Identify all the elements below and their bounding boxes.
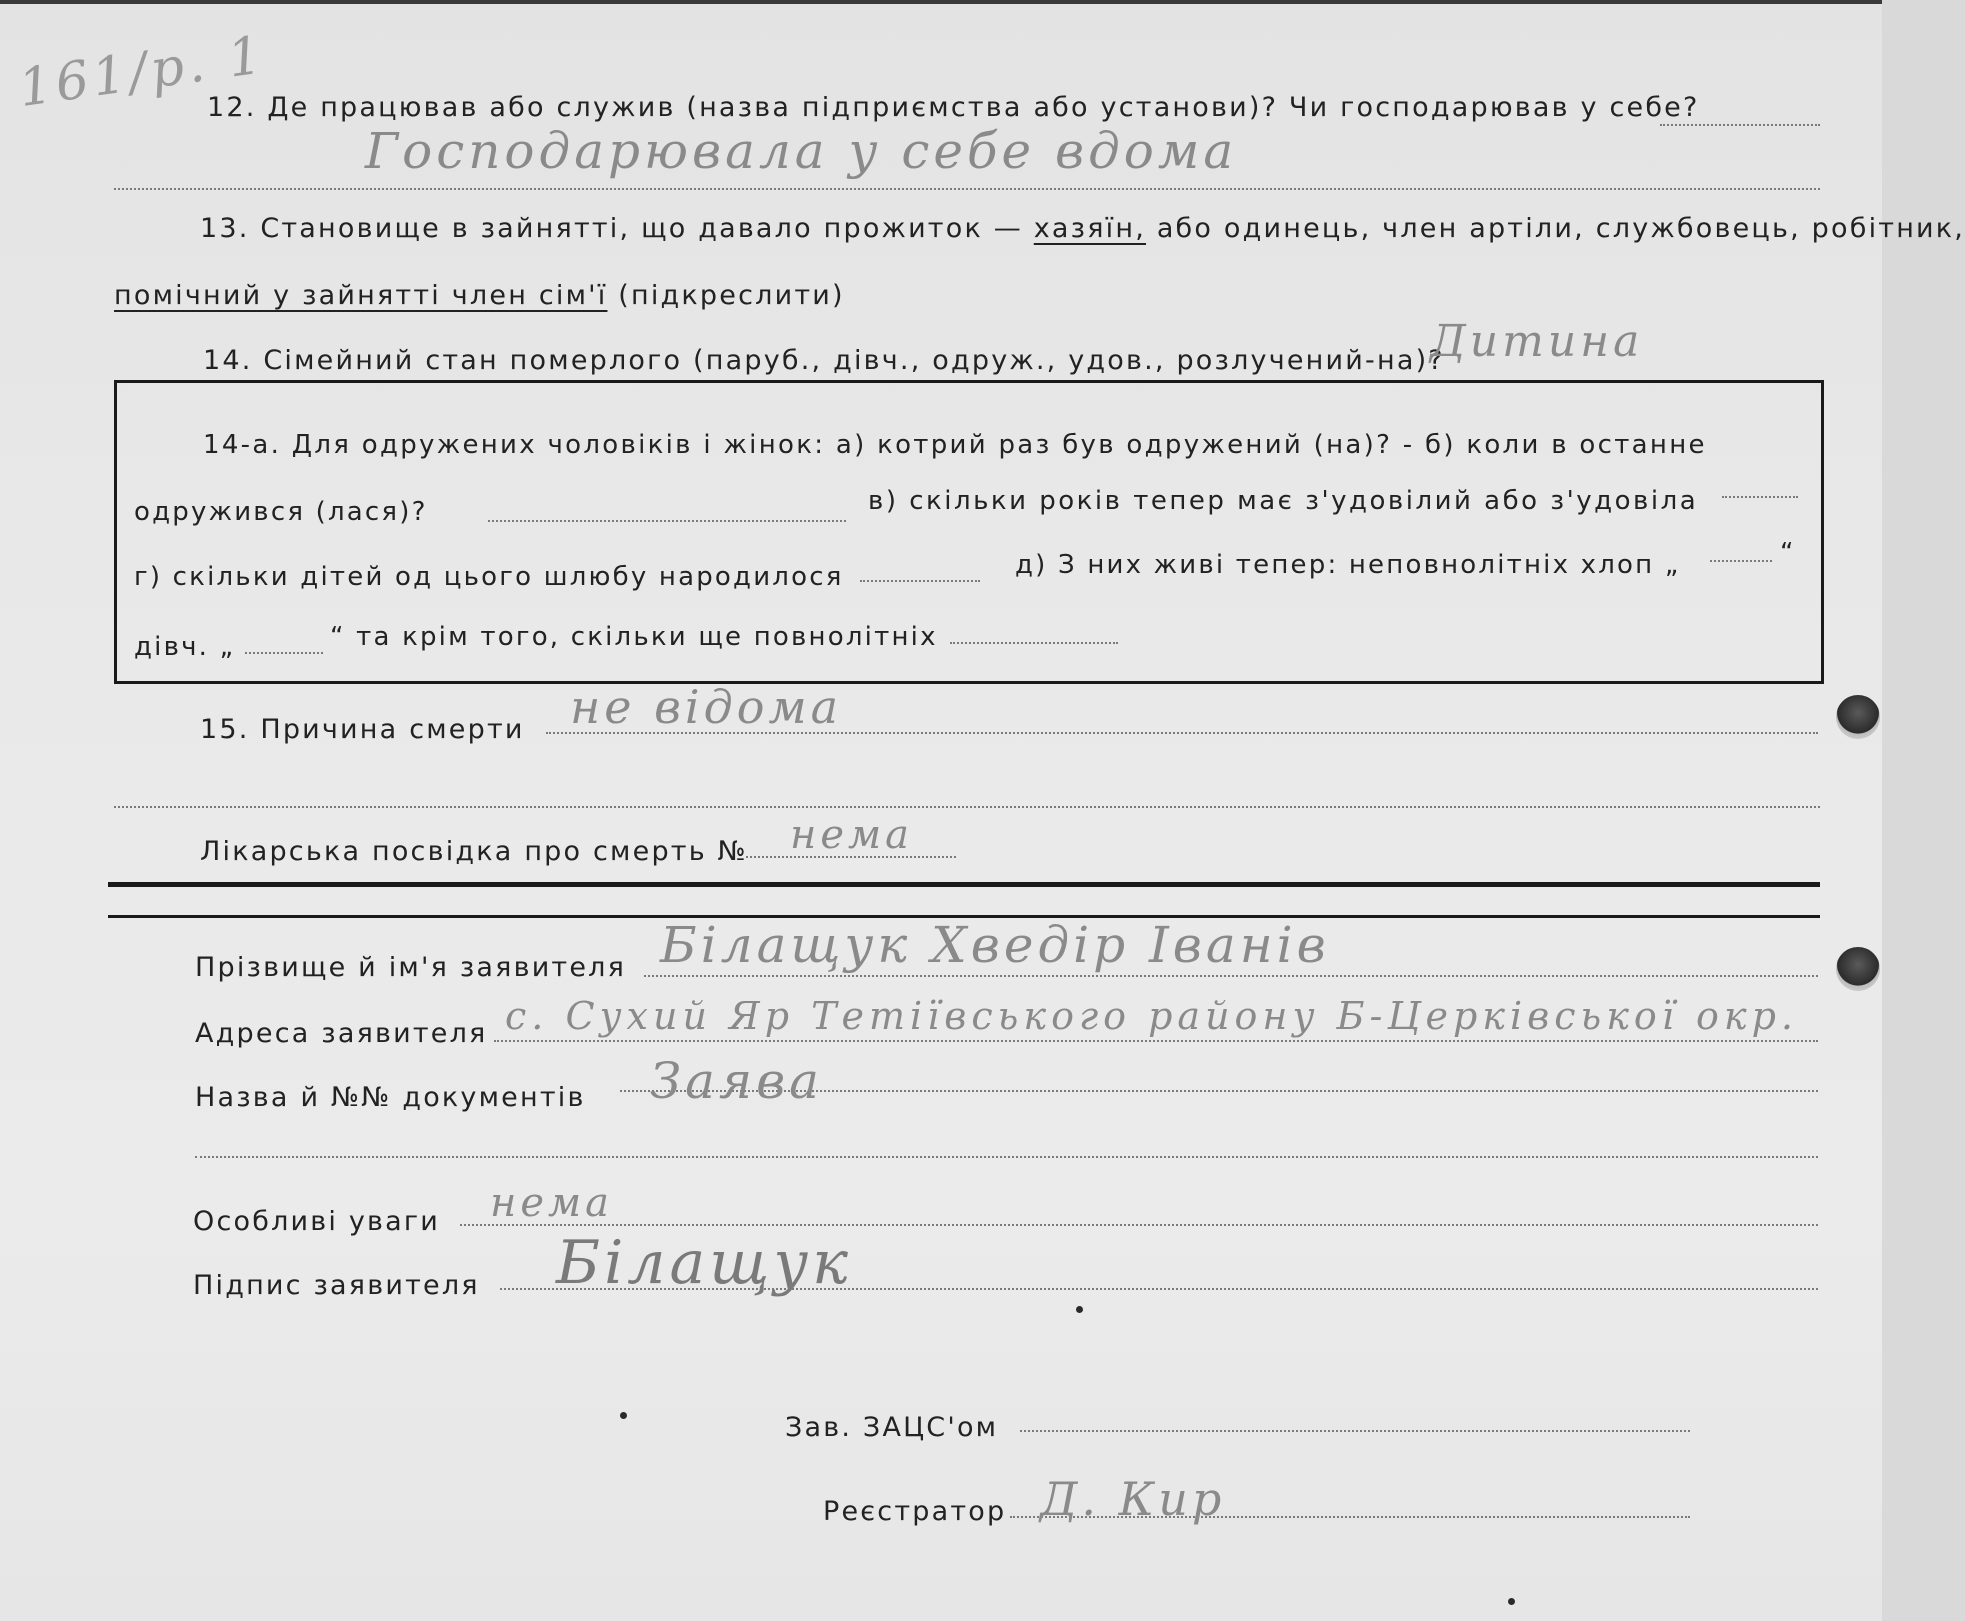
- q14a-line2a: одружився (лася)?: [134, 497, 428, 527]
- q14a-line1: 14-а. Для одружених чоловіків і жінок: а) котрий раз був одружений (на)? - б) коли в останне: [203, 430, 1707, 460]
- q12-line-1: [1660, 124, 1820, 126]
- applicant-name-value: Білащук Хведір Іванів: [660, 916, 1330, 974]
- applicant-name-line: [644, 975, 1818, 977]
- ink-speck: [1076, 1306, 1083, 1313]
- q13-label-e: (підкреслити): [618, 280, 845, 311]
- punch-hole-top: [1836, 695, 1880, 739]
- medical-label: Лікарська посвідка про смерть №: [200, 836, 748, 867]
- q14a-line4b: “ та крім того, скільки ще повнолітніх: [330, 622, 938, 652]
- separator-rule-top: [108, 882, 1820, 887]
- q13-label-a: 13. Становище в зайнятті, що давало прожиток —: [200, 213, 1023, 244]
- applicant-docs-label: Назва й №№ документів: [195, 1082, 586, 1113]
- q15-line-2: [114, 806, 1820, 808]
- q14a-line3-fill-b: [1710, 560, 1772, 562]
- q14a-line2-fill: [488, 520, 846, 522]
- medical-answer: нема: [790, 812, 914, 858]
- q15-label: 15. Причина смерти: [200, 714, 525, 745]
- q14-label: 14. Сімейний стан померлого (паруб., дівч., одруж., удов., розлучений-на)?: [203, 345, 1445, 376]
- q13-line2: [114, 280, 845, 311]
- q14a-line4a: дівч. „: [134, 632, 236, 662]
- registrar-signature: Д. Кир: [1040, 1472, 1226, 1526]
- applicant-address-value: с. Сухий Яр Тетіївського району Б-Церківської окр.: [505, 994, 1799, 1038]
- ink-speck: [620, 1412, 627, 1419]
- ink-speck: [1508, 1598, 1515, 1605]
- applicant-notes-label: Особливі уваги: [193, 1206, 441, 1237]
- q13-helper-underlined: помічний у зайнятті член сім'ї: [114, 280, 608, 311]
- q14a-line4-fill: [245, 652, 323, 654]
- applicant-signature-label: Підпис заявителя: [193, 1270, 480, 1301]
- applicant-name-label: Прізвище й ім'я заявителя: [195, 952, 627, 983]
- applicant-notes-line: [460, 1224, 1818, 1226]
- q14a-line2-fill-b: [1722, 496, 1798, 498]
- q12-line-2: [114, 188, 1820, 190]
- applicant-address-label: Адреса заявителя: [195, 1018, 488, 1049]
- applicant-notes-value: нема: [490, 1180, 614, 1226]
- margin-note: 161/р. 1: [15, 25, 270, 119]
- punch-hole-bottom: [1836, 947, 1880, 991]
- q14a-line2b: в) скільки років тепер має з'удовілий або з'удовіла: [868, 486, 1699, 516]
- q14a-line3-fill: [860, 580, 980, 582]
- q14-answer: Дитина: [1430, 316, 1644, 367]
- applicant-docs-line-2: [195, 1156, 1818, 1158]
- q15-answer: не відома: [570, 680, 843, 734]
- q13-owner-underlined: хазяїн,: [1033, 213, 1147, 244]
- q12-answer: Господарювала у себе вдома: [365, 122, 1238, 180]
- q14a-line4-fill-b: [950, 642, 1118, 644]
- q13-label-c: або одинець, член артіли, службовець, робітник,: [1156, 213, 1965, 244]
- q12-label: 12. Де працював або служив (назва підприємства або установи)? Чи господарював у себе?: [207, 92, 1700, 123]
- applicant-signature: Білащук: [556, 1228, 852, 1298]
- head-signature-line: [1020, 1430, 1690, 1432]
- q14a-line3b: д) З них живі тепер: неповнолітніх хлоп „: [1015, 550, 1681, 580]
- head-label: Зав. ЗАЦС'ом: [785, 1412, 999, 1443]
- applicant-address-line: [494, 1040, 1818, 1042]
- applicant-docs-value: Заява: [650, 1052, 823, 1110]
- registrar-label: Реєстратор: [823, 1496, 1007, 1527]
- q14a-line3a: г) скільки дітей од цього шлюбу народилося: [134, 562, 844, 592]
- page-top-edge: [0, 0, 1882, 4]
- q14a-line3c: “: [1780, 538, 1796, 568]
- q13-line1: [200, 213, 1965, 244]
